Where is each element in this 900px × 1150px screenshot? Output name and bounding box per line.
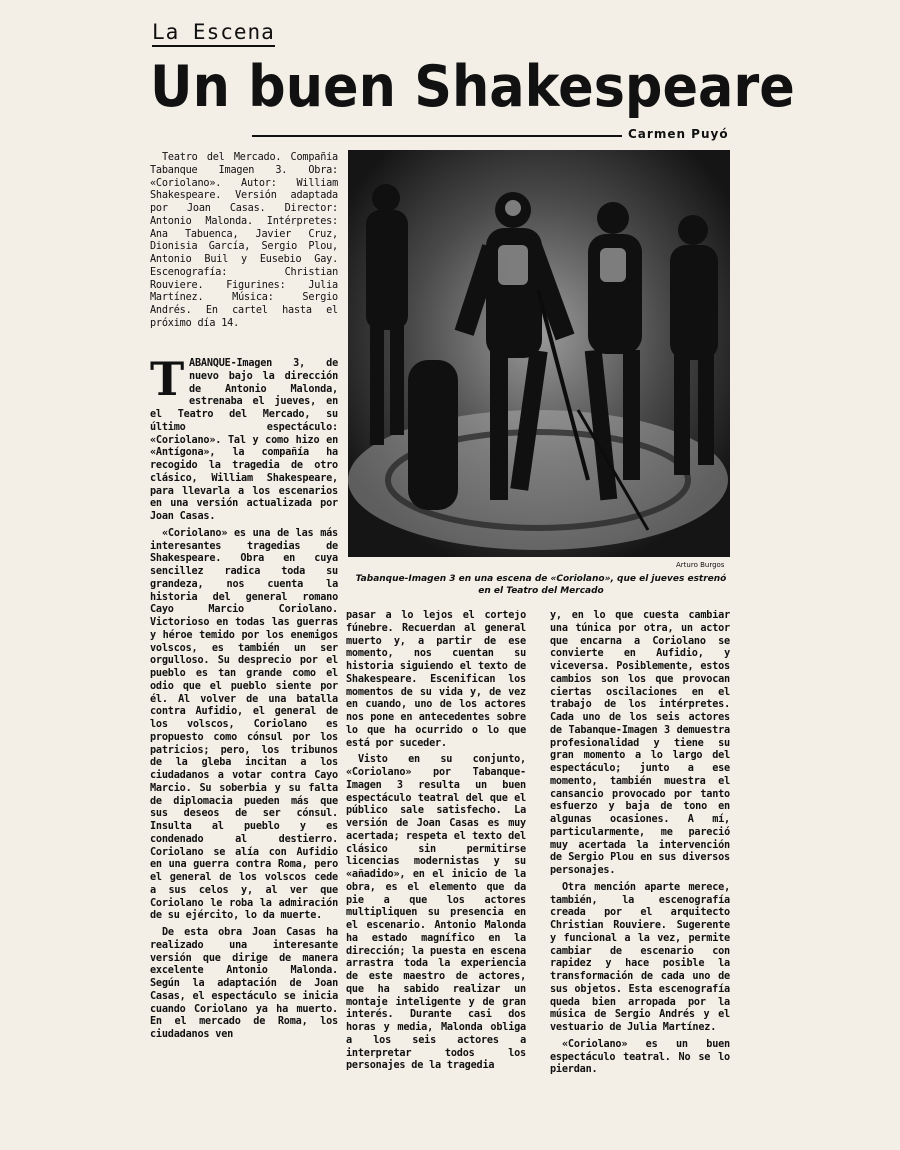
article-paragraph: pasar a lo lejos el cortejo fúnebre. Recuerdan al general muerto y, a partir de ese momento, nos cuentan su historia siguiendo el texto de Shakespeare. Escenifican los momentos de su vida y, de vez en cuando, uno de los actores nos pone en antecedentes sobre lo que ha ocurrido o lo que está por suceder. (346, 610, 526, 749)
article-paragraph: Visto en su conjunto, «Coriolano» por Tabanque-Imagen 3 resulta un buen espectáculo teatral del que el público sale satisfecho. La versión de Joan Casas es muy acertada; respeta el texto del clásico sin permitirse licencias modernistas y su «añadido», en el inicio de la obra, es el elemento que da pie a que los actores multipliquen su presencia en el escenario. Antonio Malonda ha estado magnífico en la dirección; la puesta en escena arrastra toda la experiencia de este maestro de actores, que ha sabido realizar un montaje inteligente y de gran interés. Durante casi dos horas y media, Malonda obliga a los seis actores a interpretar todos los personajes de la tragedia (346, 754, 526, 1072)
byline-rule (252, 135, 622, 137)
byline: Carmen Puyó (628, 127, 729, 141)
lead-paragraph (150, 358, 338, 524)
article-paragraph: y, en lo que cuesta cambiar una túnica por otra, un actor que encarna a Coriolano se convierte en Aufidio, y viceversa. Posiblemente, estos cambios son los que provocan ciertas oscilaciones en el trabajo de los intérpretes. Cada uno de los seis actores de Tabanque-Imagen 3 demuestra profesionalidad y tiene su gran momento a lo largo del espectáculo; junto a ese momento, también muestra el cansancio provocado por tanto esfuerzo y baja de tono en algunas ocasiones. A mí, particularmente, me pareció muy acertada la intervención de Sergio Plou en sus diversos personajes. (550, 610, 730, 876)
article-column-3 (550, 610, 730, 1140)
article-paragraph: «Coriolano» es una de las más interesantes tragedias de Shakespeare. Obra en cuya sencillez radica toda su grandeza, nos cuenta la historia del general romano Cayo Marcio Coriolano. Victorioso en todas las guerras y héroe temido por los enemigos volscos, es también un ser orgulloso. Su desprecio por el pueblo es tan grande como el odio que el pueblo siente por él. Al volver de una batalla contra Aufidio, el general de los volscos, Coriolano es propuesto como cónsul por los patricios; pero, los tribunos de la gleba incitan a los ciudadanos a votar contra Cayo Marcio. Su soberbia y su falta de diplomacia pueden más que sus deseos de ser cónsul. Insulta al pueblo y es condenado al destierro. Coriolano se alía con Aufidio en una guerra contra Roma, pero el general de los volscos cede a sus celos y, al ver que Coriolano le roba la admiración de su ejército, lo da muerte. (150, 527, 338, 922)
article-paragraph: De esta obra Joan Casas ha realizado una interesante versión que dirige de manera excelente Antonio Malonda. Según la adaptación de Joan Casas, el espectáculo se inicia cuando Coriolano ya ha muerto. En el mercado de Roma, los ciudadanos ven (150, 927, 338, 1040)
credits-text: Teatro del Mercado. Compañía Tabanque Imagen 3. Obra: «Coriolano». Autor: William Shakespeare. Versión adaptada por Joan Casas. Director: Antonio Malonda. Intérpretes: Ana Tabuenca, Javier Cruz, Dionisia García, Sergio Plou, Antonio Buil y Eusebio Gay. Escenografía: Christian Rouviere. Figurines: Julia Martínez. Música: Sergio Andrés. En cartel hasta el próximo día 14. (150, 152, 338, 329)
stage-photo-image (348, 150, 730, 557)
article-column-1 (150, 358, 338, 1138)
photo-credit: Arturo Burgos (676, 561, 725, 569)
section-label: La Escena (152, 20, 275, 47)
drop-cap: T (150, 358, 185, 406)
article-paragraph: Otra mención aparte merece, también, la escenografía creada por el arquitecto Christian Rouviere. Sugerente y funcional a la vez, permite cambiar de escenario con rapidez y hace posible la transformación de cada uno de sus objetos. Esta escenografía queda bien arropada por la música de Sergio Andrés y el vestuario de Julia Martínez. (550, 881, 730, 1033)
credits-box (150, 152, 338, 352)
headline: Un buen Shakespeare (150, 54, 795, 120)
article-column-2 (346, 610, 526, 1140)
lead-text: ABANQUE-Imagen 3, de nuevo bajo la dirección de Antonio Malonda, estrenaba el jueves, en el Teatro del Mercado, su último espectáculo: «Coriolano». Tal y como hizo en «Antígona», la compañía ha recogido la tragedia de otro clásico, William Shakespeare, para llevarla a los escenarios en una versión actualizada por Joan Casas. (150, 358, 338, 522)
article-paragraph: «Coriolano» es un buen espectáculo teatral. No se lo pierdan. (550, 1038, 730, 1076)
photo-caption: Tabanque-Imagen 3 en una escena de «Coriolano», que el jueves estrenó en el Teatro del Mercado (355, 574, 727, 596)
stage-photo (348, 150, 730, 557)
